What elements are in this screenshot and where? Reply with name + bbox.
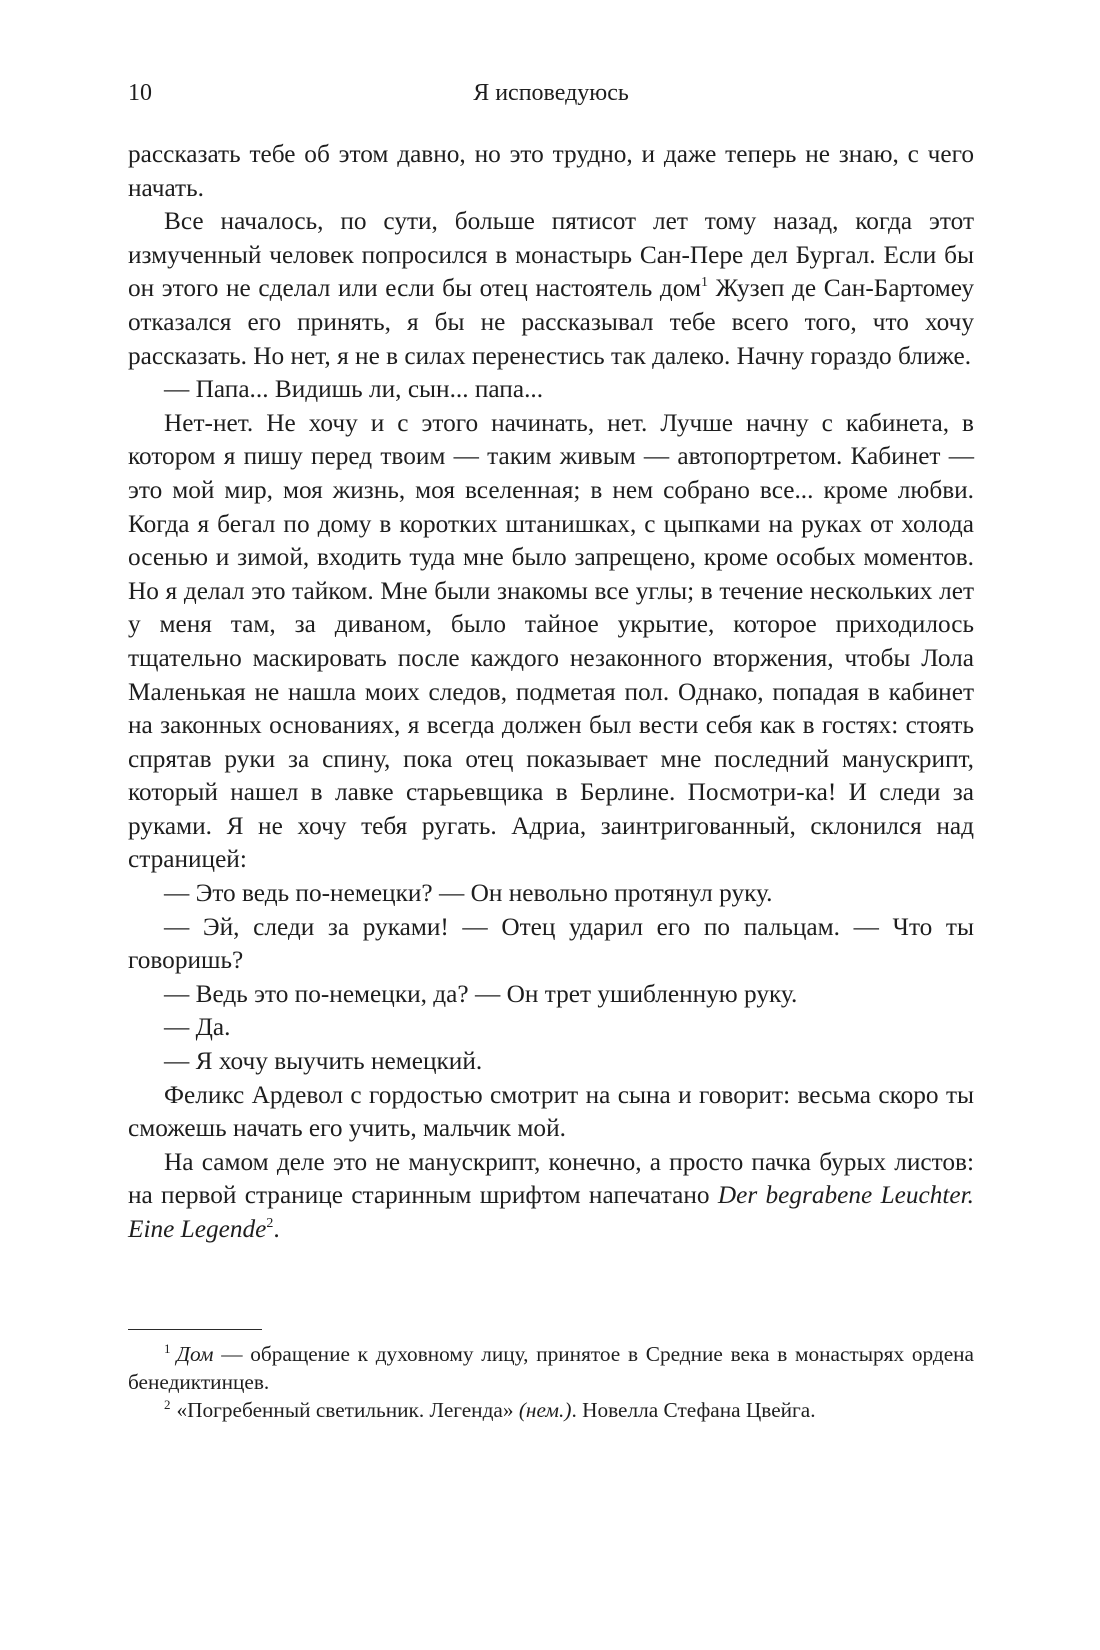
paragraph-text: — Это ведь по-немецки? — Он невольно протянул руку. — [164, 879, 773, 908]
footnote — [128, 1340, 974, 1396]
paragraph — [128, 1146, 974, 1247]
paragraph-text: Феликс Ардевол с гордостью смотрит на сына и говорит: весьма скоро ты сможешь начать его учить, мальчик мой. — [128, 1080, 974, 1143]
paragraph-text: . — [273, 1215, 280, 1243]
page-number: 10 — [128, 80, 152, 106]
footnote-text: «Погребенный светильник. Легенда» — [176, 1398, 519, 1422]
paragraph-text: — Да. — [164, 1013, 231, 1042]
dialog-line — [128, 373, 974, 407]
dialog-line — [128, 911, 974, 978]
paragraph-text: На самом деле это не манускрипт, конечно, а просто пачка бурых листов: на первой странице старинным шрифтом напечатано — [128, 1147, 974, 1210]
footnote — [128, 1396, 974, 1424]
work-title: Der begrabene Leuchter. Eine Legende — [128, 1181, 975, 1243]
footnote-text: — обращение к духовному лицу, принятое в Средние века в монастырях ордена бенедиктинцев. — [128, 1342, 974, 1394]
footnotes — [128, 1340, 974, 1424]
footnote-term: Дом — [176, 1342, 214, 1366]
paragraph-text: — Ведь это по-немецки, да? — Он трет ушибленную руку. — [164, 979, 798, 1008]
running-head — [128, 76, 974, 110]
footnote-language-note: (нем.) — [518, 1398, 572, 1422]
footnote-text: . Новелла Стефана Цвейга. — [571, 1398, 816, 1422]
paragraph-text: — Папа... Видишь ли, сын... папа... — [164, 375, 544, 404]
footnote-number: 1 — [164, 1341, 171, 1356]
paragraph-text: Жузеп де Сан-Бартомеу отказался его принять, я бы не рассказывал тебе всего того, что хочу рассказать. Но нет, я не в силах перенестись так далеко. Начну гораздо ближе. — [128, 274, 974, 370]
paragraph-text: — Эй, следи за руками! — Отец ударил его по пальцам. — Что ты говоришь? — [128, 912, 974, 975]
body-text — [128, 138, 974, 1247]
footnote-reference[interactable]: 1 — [700, 275, 708, 291]
paragraph-text: рассказать тебе об этом давно, но это трудно, и даже теперь не знаю, с чего начать. — [128, 140, 974, 202]
paragraph-text: Все началось, по сути, больше пятисот лет тому назад, когда этот измученный человек попросился в монастырь Сан-Пере дел Бургал. Если бы он этого не сделал или если бы отец настоятель дом — [128, 207, 974, 303]
dialog-line — [128, 1045, 974, 1079]
running-title: Я исповедуюсь — [473, 80, 629, 106]
footnote-reference[interactable]: 2 — [266, 1216, 274, 1231]
paragraph — [128, 138, 974, 205]
paragraph-text: Нет-нет. Не хочу и с этого начинать, нет. Лучше начну с кабинета, в котором я пишу перед твоим — таким живым — автопортретом. Кабинет — это мой мир, моя жизнь, моя вселенная; в нем собрано все... кроме любви. Когда я бегал по дому в коротких штанишках, с цыпками на руках от холода осенью и зимой, входить туда мне было запрещено, кроме особых моментов. Но я делал это тайком. Мне были знакомы все углы; в течение нескольких лет у меня там, за диваном, было тайное укрытие, которое приходилось тщательно маскировать после каждого незаконного вторжения, чтобы Лола Маленькая не нашла моих следов, подметая пол. Однако, попадая в кабинет на законных основаниях, я всегда должен был вести себя как в гостях: стоять спрятав руки за спину, пока отец показывает мне последний манускрипт, который нашел в лавке старьевщика в Берлине. Посмотри-ка! И следи за руками. Я не хочу тебя ругать. Адриа, заинтригованный, склонился над страницей: — [128, 408, 974, 874]
footnote-number: 2 — [164, 1397, 171, 1412]
paragraph — [128, 407, 974, 877]
footnote-separator — [128, 1329, 262, 1330]
paragraph — [128, 205, 974, 373]
dialog-line — [128, 877, 974, 911]
paragraph — [128, 1079, 974, 1146]
dialog-line — [128, 978, 974, 1012]
paragraph-text: — Я хочу выучить немецкий. — [164, 1047, 483, 1076]
dialog-line — [128, 1011, 974, 1045]
